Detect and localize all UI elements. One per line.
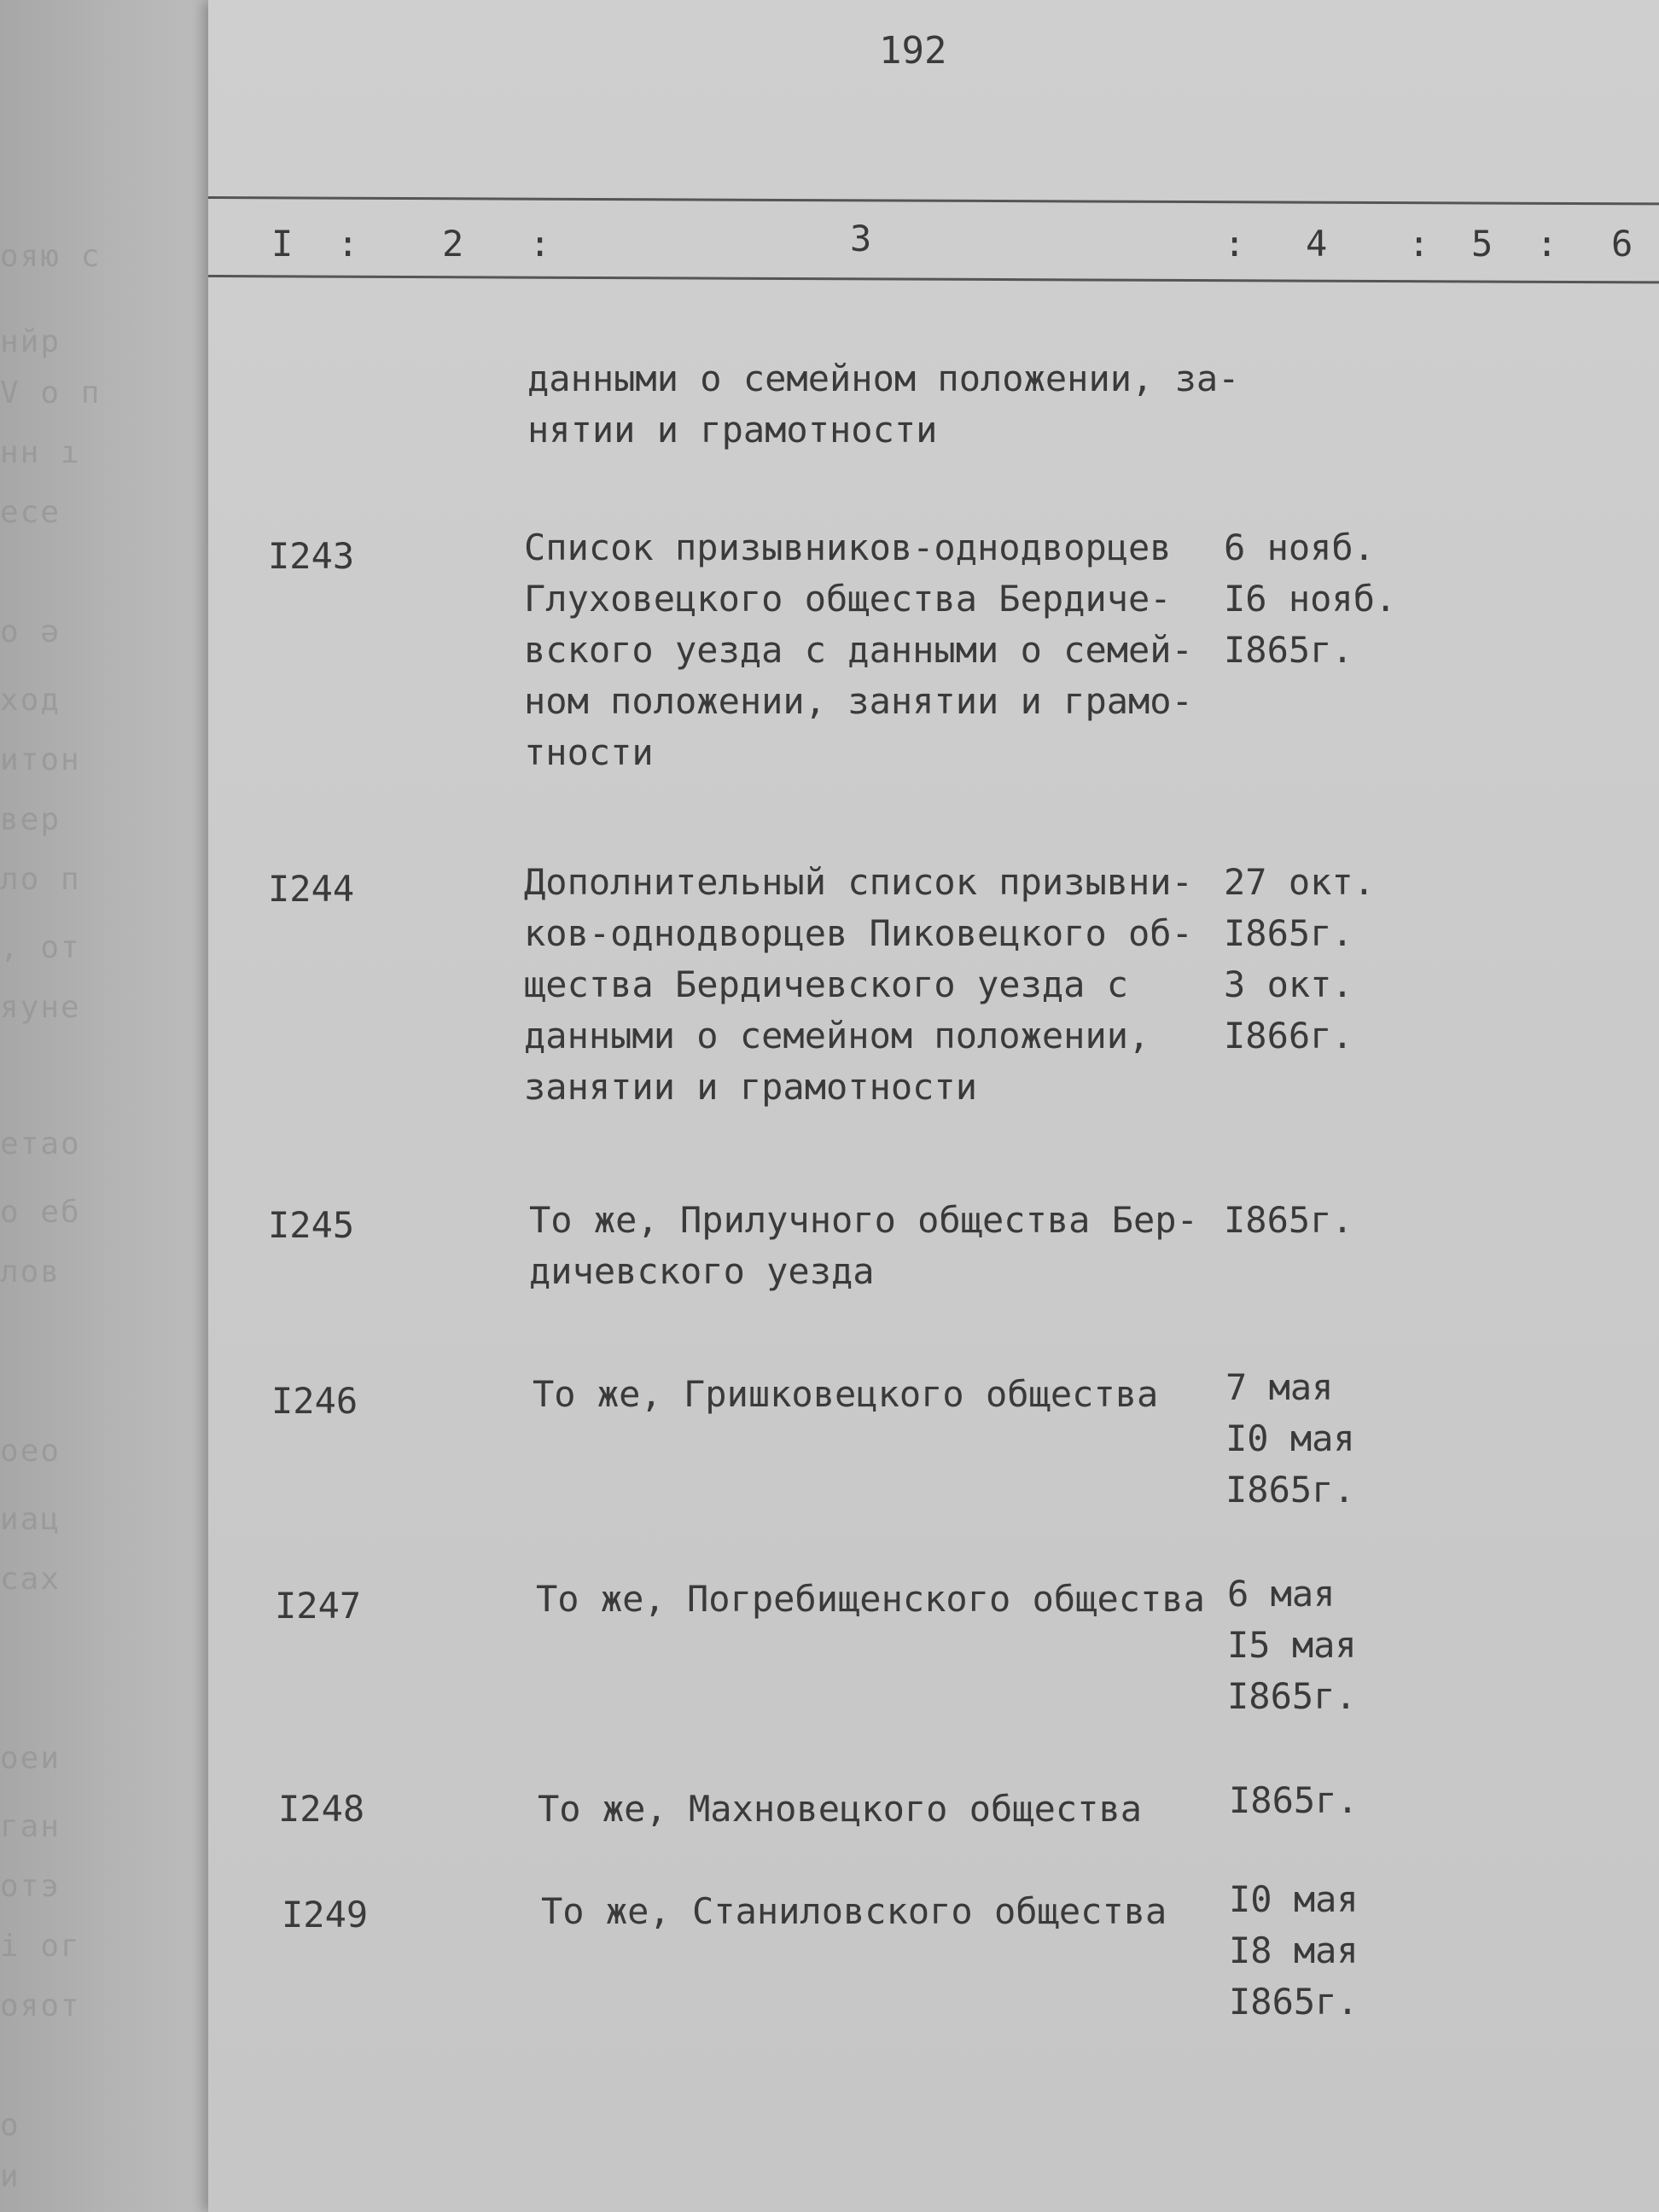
- description-line: ном положении, занятии и грамо-: [524, 680, 1193, 722]
- entry-number: I249: [282, 1894, 369, 1936]
- description-line: То же, Погребищенского общества: [536, 1578, 1205, 1620]
- column-header-3: 3: [850, 218, 872, 259]
- date-line: I5 мая: [1227, 1624, 1357, 1666]
- bleed-through-text: итон: [0, 742, 81, 777]
- bleed-through-text: о ә: [0, 614, 61, 649]
- bleed-through-text: ход: [0, 683, 61, 718]
- column-separator: :: [1408, 223, 1430, 265]
- entry-dates: [1229, 1775, 1359, 1826]
- description-line: Список призывников-однодворцев: [524, 527, 1172, 568]
- bleed-through-text: яуне: [0, 990, 81, 1025]
- bleed-through-text: і ог: [0, 1929, 81, 1964]
- column-header-1: I: [271, 223, 294, 265]
- description-line: То же, Гришковецкого общества: [533, 1373, 1159, 1415]
- bleed-through-text: о: [0, 2108, 20, 2143]
- description-line: То же, Станиловского общества: [541, 1890, 1167, 1932]
- date-line: I0 мая: [1229, 1878, 1359, 1920]
- date-line: I865г.: [1224, 629, 1353, 671]
- date-line: I865г.: [1224, 912, 1353, 954]
- description-line: данными о семейном положении,: [524, 1015, 1150, 1057]
- date-line: I865г.: [1229, 1981, 1359, 2023]
- column-header-4: 4: [1306, 223, 1328, 265]
- continuation-description: [527, 353, 1239, 456]
- bleed-through-text: нн ı: [0, 435, 81, 470]
- bleed-through-text: оеи: [0, 1741, 61, 1776]
- date-line: I865г.: [1225, 1469, 1355, 1511]
- entry-description: [529, 1195, 1198, 1297]
- column-separator: :: [1536, 223, 1558, 265]
- bleed-through-text: вер: [0, 802, 61, 837]
- description-line: щества Бердичевского уезда с: [524, 963, 1129, 1005]
- column-header-2: 2: [442, 223, 464, 265]
- bleed-through-text: ояот: [0, 1988, 81, 2023]
- description-line: тности: [524, 731, 654, 773]
- entry-dates: [1225, 1362, 1355, 1516]
- column-separator: :: [529, 223, 551, 265]
- entry-number: I246: [271, 1380, 358, 1422]
- bleed-through-text: сах: [0, 1562, 61, 1597]
- bleed-through-text: ган: [0, 1809, 61, 1844]
- entry-number: I247: [275, 1585, 362, 1627]
- entry-description: [541, 1886, 1167, 1937]
- entry-description: [533, 1369, 1158, 1420]
- bleed-through-text: нйр: [0, 324, 61, 359]
- description-line: нятии и грамотности: [527, 409, 938, 451]
- entry-dates: [1227, 1569, 1357, 1722]
- description-line: занятии и грамотности: [524, 1066, 978, 1108]
- description-line: ков-однодворцев Пиковецкого об-: [524, 912, 1193, 954]
- entry-number: I248: [278, 1788, 365, 1830]
- date-line: I865г.: [1229, 1779, 1359, 1821]
- bleed-through-text: ло п: [0, 862, 81, 897]
- description-line: дичевского уезда: [529, 1250, 875, 1292]
- description-line: Глуховецкого общества Бердиче-: [524, 578, 1172, 620]
- entry-dates: [1224, 857, 1375, 1062]
- entry-description: [524, 857, 1193, 1113]
- page-number: 192: [879, 29, 947, 73]
- column-separator: :: [1224, 223, 1246, 265]
- entry-description: [538, 1784, 1142, 1835]
- entry-dates: [1224, 1195, 1353, 1246]
- date-line: 3 окт.: [1224, 963, 1353, 1005]
- bleed-through-text: о еб: [0, 1195, 81, 1230]
- bleed-through-text: , от: [0, 930, 81, 965]
- date-line: 27 окт.: [1224, 861, 1376, 903]
- description-line: вского уезда с данными о семей-: [524, 629, 1193, 671]
- description-line: То же, Прилучного общества Бер-: [529, 1199, 1198, 1241]
- previous-page-edge: [0, 0, 208, 2212]
- bleed-through-text: оео: [0, 1434, 61, 1469]
- bleed-through-text: лов: [0, 1254, 61, 1289]
- date-line: I866г.: [1224, 1015, 1353, 1057]
- entry-number: I245: [268, 1204, 355, 1246]
- date-line: I8 мая: [1229, 1930, 1359, 1971]
- date-line: I6 нояб.: [1224, 578, 1397, 620]
- date-line: I0 мая: [1225, 1417, 1355, 1459]
- bleed-through-text: и: [0, 2159, 20, 2194]
- bleed-through-text: ояю с: [0, 239, 102, 274]
- entry-number: I244: [268, 868, 355, 910]
- column-header-5: 5: [1471, 223, 1493, 265]
- description-line: Дополнительный список призывни-: [524, 861, 1193, 903]
- date-line: I865г.: [1227, 1675, 1357, 1717]
- entry-description: [536, 1574, 1205, 1625]
- entry-dates: [1224, 522, 1396, 676]
- bleed-through-text: есе: [0, 495, 61, 530]
- entry-number: I243: [268, 535, 355, 577]
- date-line: I865г.: [1224, 1199, 1353, 1241]
- bleed-through-text: етао: [0, 1126, 81, 1161]
- bleed-through-text: отэ: [0, 1869, 61, 1904]
- description-line: То же, Махновецкого общества: [538, 1788, 1143, 1830]
- date-line: 6 мая: [1227, 1573, 1336, 1615]
- entry-description: [524, 522, 1193, 778]
- entry-dates: [1229, 1874, 1359, 2028]
- column-header-6: 6: [1611, 223, 1633, 265]
- bleed-through-text: V о п: [0, 375, 102, 410]
- date-line: 6 нояб.: [1224, 527, 1376, 568]
- date-line: 7 мая: [1225, 1366, 1334, 1408]
- column-separator: :: [337, 223, 359, 265]
- bleed-through-text: иац: [0, 1502, 61, 1537]
- description-line: данными о семейном положении, за-: [527, 358, 1240, 399]
